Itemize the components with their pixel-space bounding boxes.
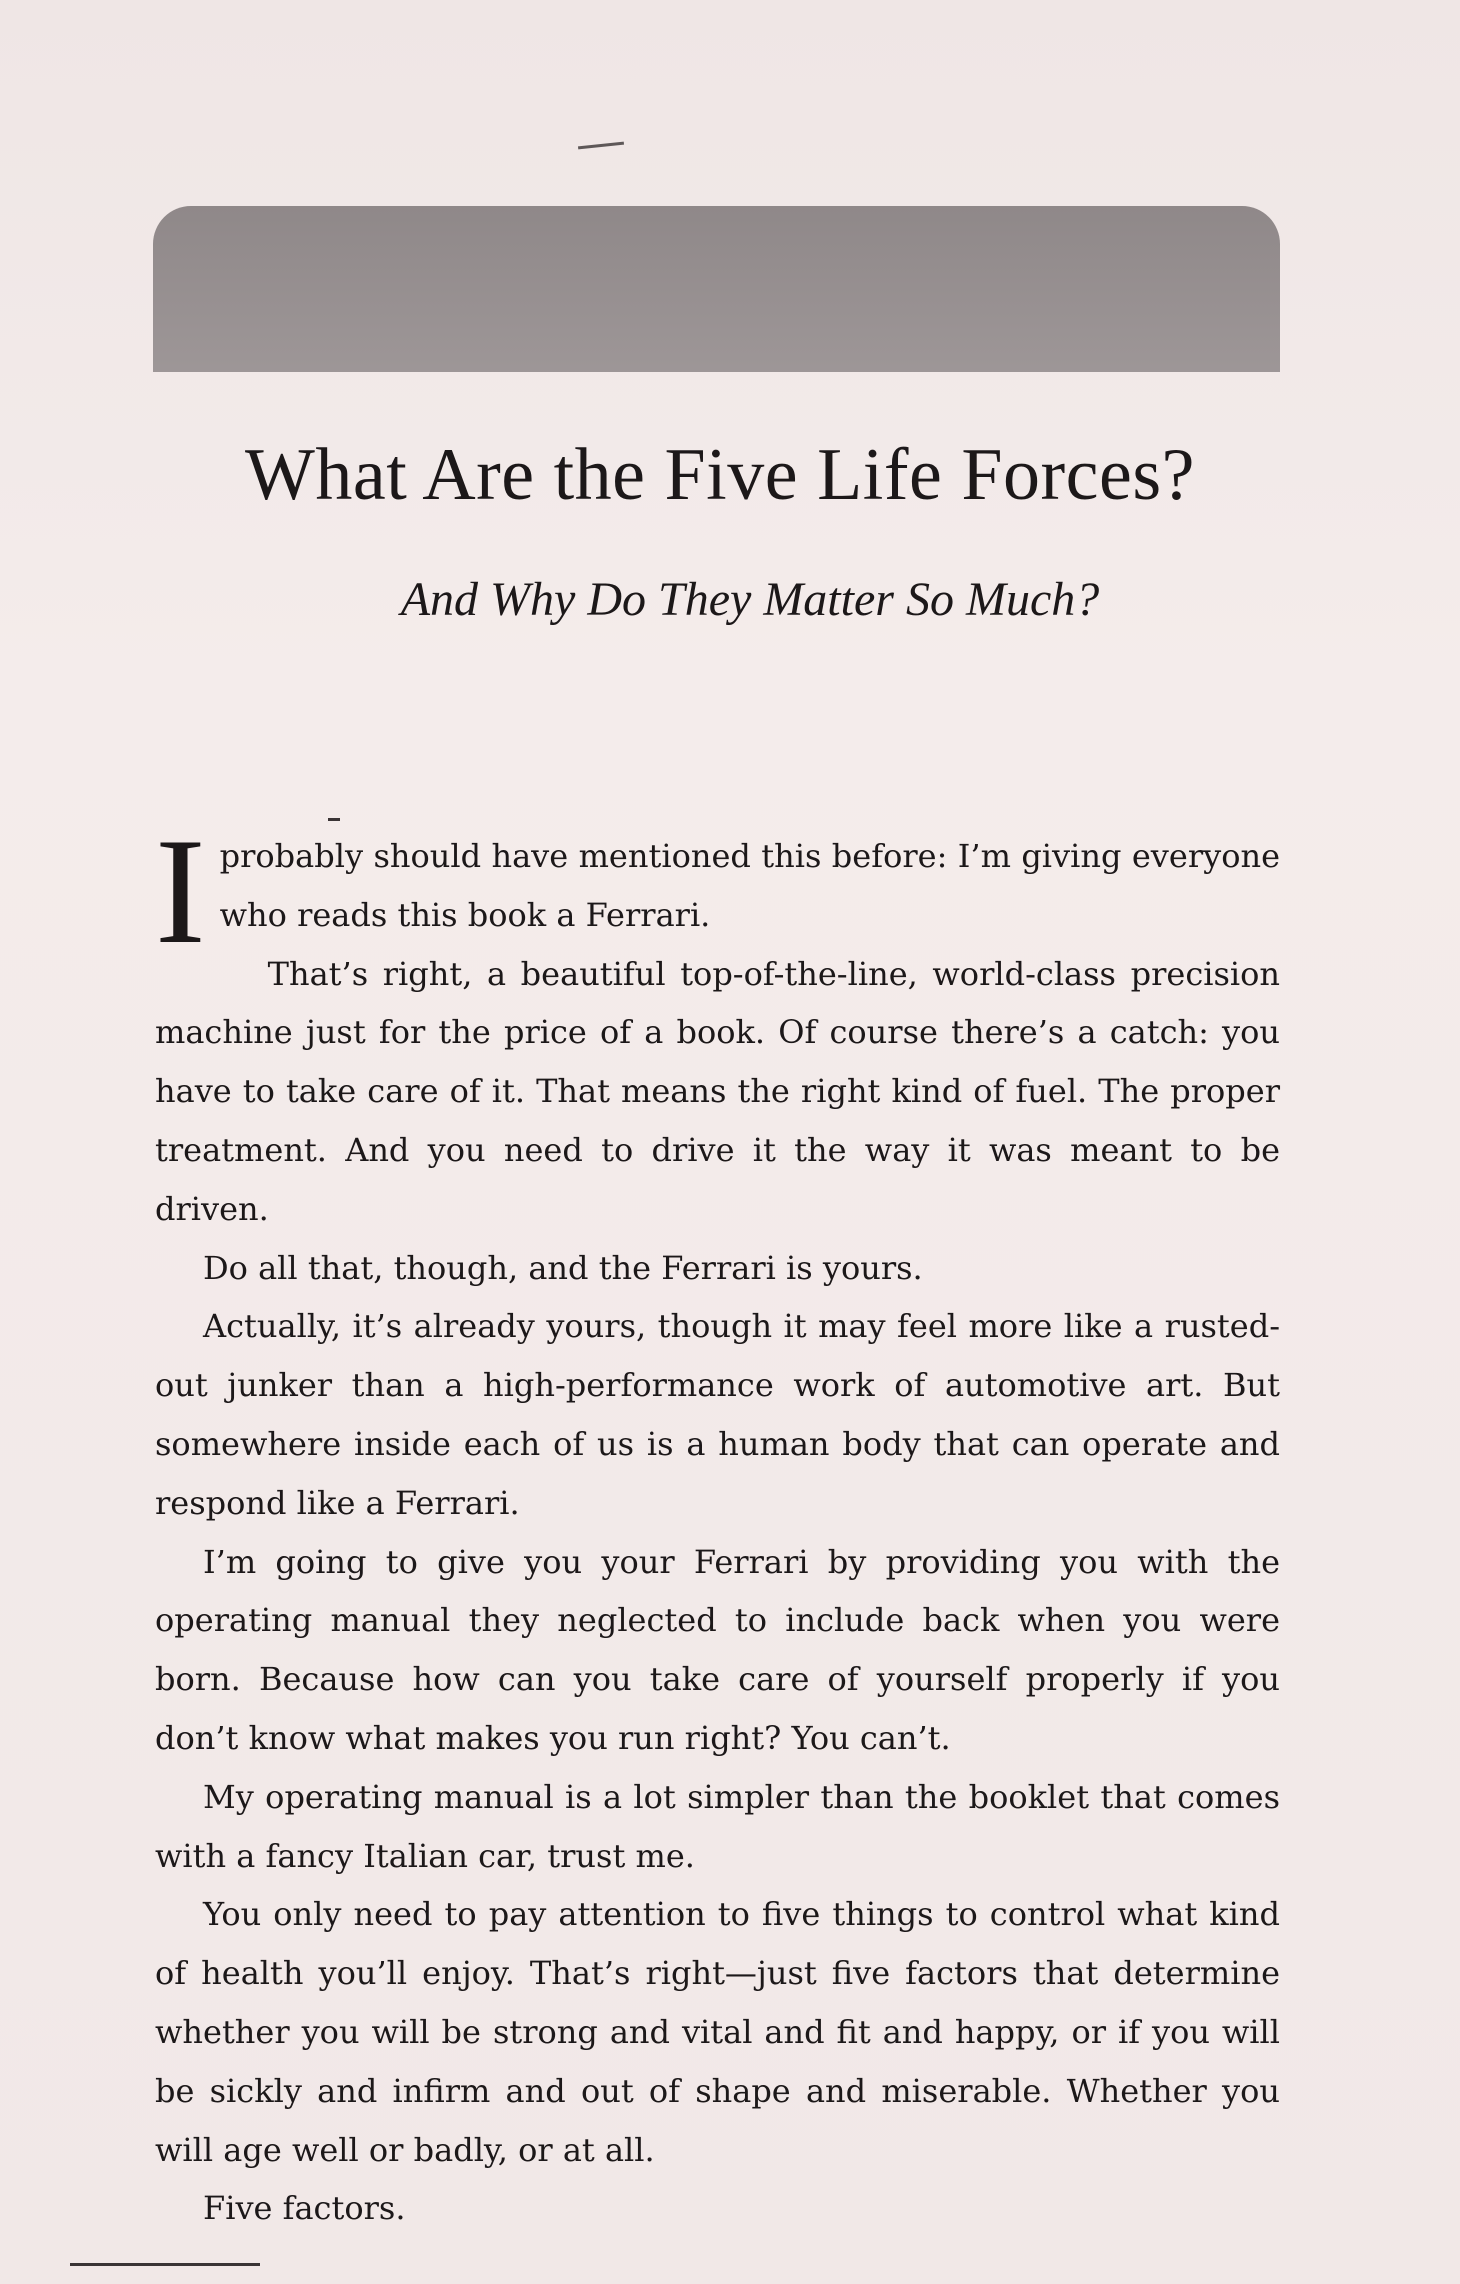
paragraph: I’m going to give you your Ferrari by providing you with the operating manual they neglected to include back when you were born. Because how can you take care of yourself properly if you don’t know what makes you run right? You can’t. bbox=[155, 1542, 1280, 1757]
paragraph: My operating manual is a lot simpler than the booklet that comes with a fancy Italian car, trust me. bbox=[155, 1777, 1280, 1875]
paragraph-text: probably should have mentioned this before: I’m giving everyone who reads this book a Ferrari. bbox=[219, 837, 1280, 934]
ink-mark-small bbox=[328, 818, 340, 821]
paragraph: You only need to pay attention to five things to control what kind of health you’ll enjoy. That’s right—just five factors that determine whether you will be strong and vital and fit and happy, or if you will be sickly and infirm and out of shape and miserable. Whether you will age well or badly, or at all. bbox=[155, 1895, 1280, 2169]
page-edge-mark bbox=[70, 2263, 260, 2266]
paragraph: Actually, it’s already yours, though it may feel more like a rusted-out junker than a high-performance work of automotive art. But somewhere inside each of us is a human body that can operate and respond like a Ferrari. bbox=[155, 1307, 1280, 1522]
paragraph: That’s right, a beautiful top-of-the-line, world-class precision machine just for the price of a book. Of course there’s a catch: you have to take care of it. That means the right kind of fuel. The proper treatment. And you need to drive it the way it was meant to be driven. bbox=[155, 954, 1280, 1228]
chapter-banner bbox=[153, 206, 1280, 372]
chapter-title: What Are the Five Life Forces? bbox=[245, 434, 1195, 516]
paragraph: Five factors. bbox=[203, 2189, 406, 2228]
chapter-body bbox=[155, 807, 1280, 2238]
chapter-subtitle: And Why Do They Matter So Much? bbox=[400, 573, 1100, 626]
paragraph: Do all that, though, and the Ferrari is yours. bbox=[203, 1248, 923, 1287]
paragraph-opening bbox=[155, 807, 1280, 975]
drop-cap: I bbox=[155, 807, 206, 975]
ink-mark bbox=[578, 142, 624, 150]
